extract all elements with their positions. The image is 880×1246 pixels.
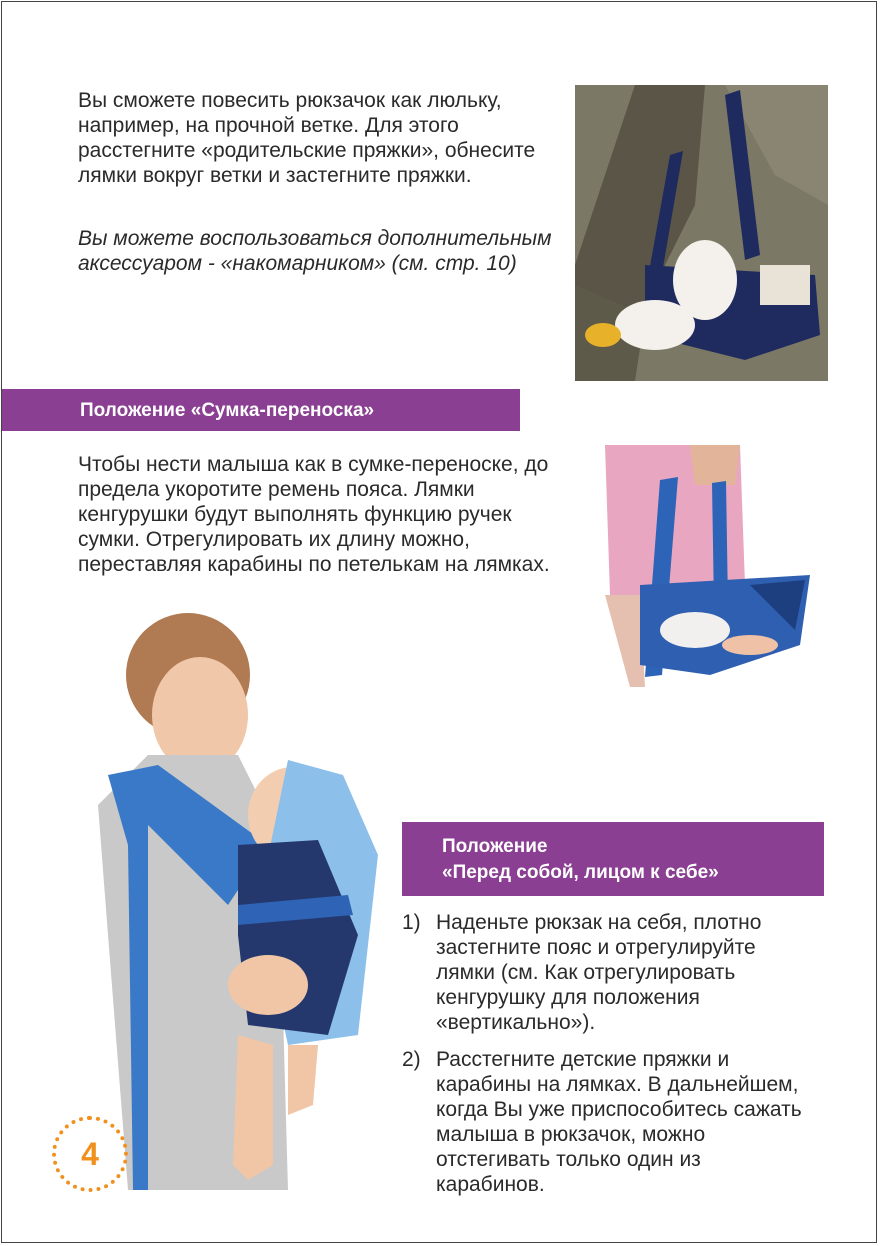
step-item [402, 1047, 812, 1197]
step-number: 1) [402, 911, 421, 934]
front-section-title-line1: Положение [442, 836, 548, 857]
intro-note: Вы можете воспользоваться дополнительным аксессуаром - «накомарником» (см. стр. 10) [78, 227, 552, 275]
step-item [402, 910, 812, 1035]
bag-section-banner [2, 389, 520, 431]
front-section-banner [402, 822, 824, 896]
bag-carrier-photo [600, 445, 815, 687]
step-text: Расстегните детские пряжки и карабины на лямках. В дальнейшем, когда Вы уже приспособитесь сажать малыша в рюкзачок, можно отстегивать только один из карабинов. [436, 1048, 802, 1196]
step-number: 2) [402, 1048, 421, 1071]
hanging-carrier-photo [575, 85, 828, 381]
intro-paragraph: Вы сможете повесить рюкзачок как люльку, например, на прочной ветке. Для этого расстегните «родительские пряжки», обнесите лямки вокруг ветки и застегните пряжки. [78, 89, 536, 187]
bag-section-title: Положение «Сумка-переноска» [80, 400, 375, 421]
front-section-steps [402, 910, 812, 1209]
front-section-title-line2: «Перед собой, лицом к себе» [442, 862, 719, 883]
step-text: Наденьте рюкзак на себя, плотно застегните пояс и отрегулируйте лямки (см. Как отрегулировать кенгурушку для положения «вертикально»). [436, 911, 762, 1034]
page-number-label: 4 [81, 1135, 99, 1172]
woman-with-baby-photo [88, 605, 393, 1190]
bag-section-paragraph: Чтобы нести малыша как в сумке-переноске, до предела укоротите ремень пояса. Лямки кенгурушки будут выполнять функцию ручек сумки. Отрегулировать их длину можно, переставляя карабины по петелькам на лямках. [78, 453, 550, 576]
page-number [52, 1116, 128, 1192]
